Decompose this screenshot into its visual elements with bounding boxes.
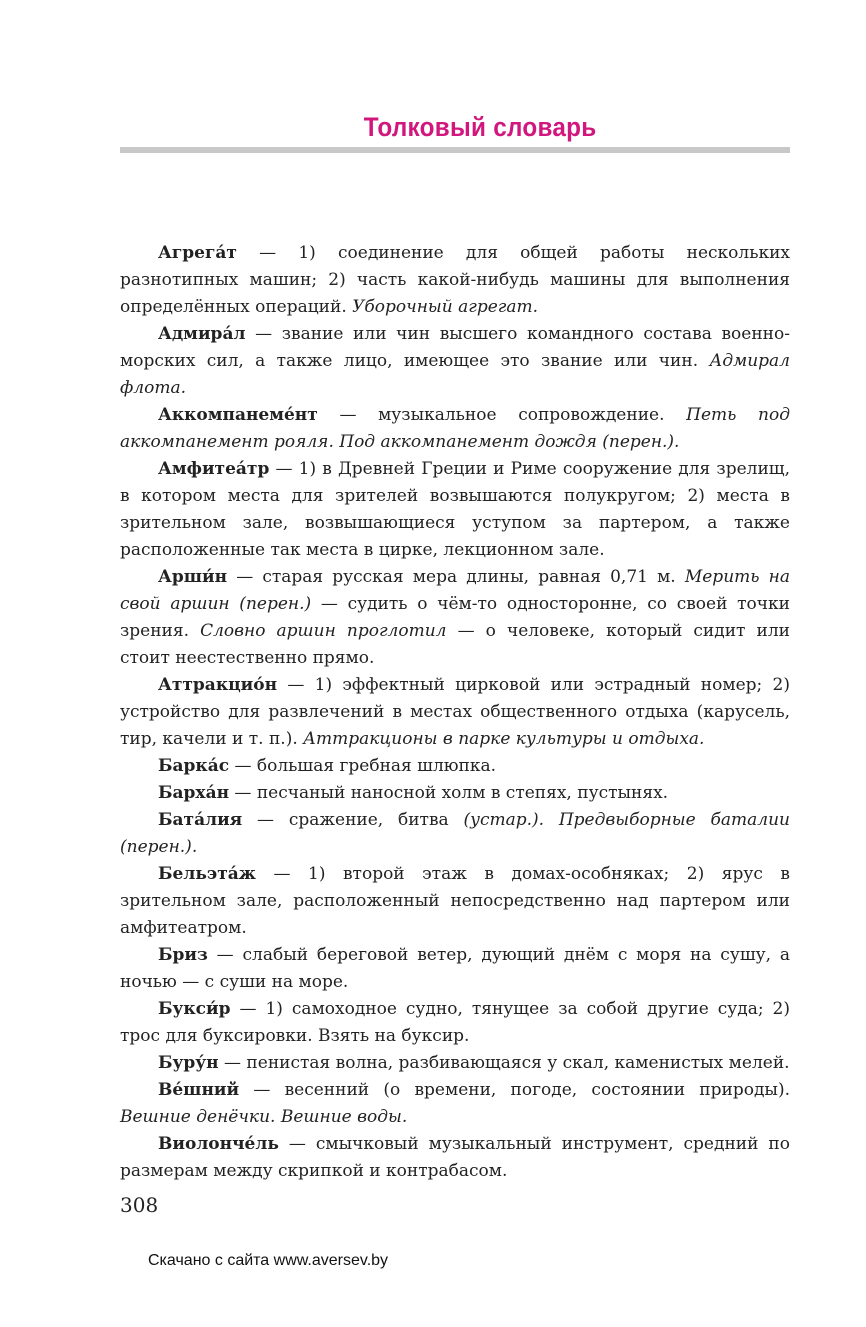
entry-barkas bbox=[120, 753, 790, 780]
entry-definition: — 1) второй этаж в домах-особняках; 2) ярус в зрительном зале, расположенный непосредственно над партером или амфитеатром. bbox=[120, 864, 790, 938]
entry-definition: — смычковый музыкальный инструмент, средний по размерам между скрипкой и контрабасом. bbox=[120, 1134, 790, 1181]
entry-burun bbox=[120, 1050, 790, 1077]
entry-example: Мерить на свой аршин (перен.) bbox=[120, 567, 790, 614]
page-title: Толковый словарь bbox=[363, 112, 597, 142]
entry-arshin bbox=[120, 564, 790, 672]
dictionary-entries bbox=[120, 240, 790, 1185]
entry-head: Арши́н bbox=[158, 567, 228, 587]
entry-head: Буру́н bbox=[158, 1053, 219, 1073]
entry-example: Адмирал флота. bbox=[120, 351, 790, 398]
entry-agregat bbox=[120, 240, 790, 321]
entry-definition: — 1) соединение для общей работы нескольких разнотипных машин; 2) часть какой-нибудь машины для выполнения определённых операций. bbox=[120, 243, 790, 317]
entry-barhan bbox=[120, 780, 790, 807]
entry-example: Вешние денёчки. Вешние воды. bbox=[120, 1107, 408, 1127]
entry-example: Уборочный агрегат. bbox=[352, 297, 539, 317]
entry-definition: — 1) самоходное судно, тянущее за собой другие суда; 2) трос для буксировки. Взять на буксир. bbox=[120, 999, 790, 1046]
entry-head: Барка́с bbox=[158, 756, 230, 776]
entry-definition: — 1) эффектный цирковой или эстрадный номер; 2) устройство для развлечений в местах общественного отдыха (карусель, тир, качели и т. п.). bbox=[120, 675, 790, 749]
entry-head: Барха́н bbox=[158, 783, 230, 803]
entry-head: Бриз bbox=[158, 945, 208, 965]
entry-definition: — песчаный наносной холм в степях, пустынях. bbox=[229, 783, 669, 803]
entry-definition: — звание или чин высшего командного состава военно-морских сил, а также лицо, имеющее это звание или чин. bbox=[120, 324, 790, 371]
entry-bataliya bbox=[120, 807, 790, 861]
entry-example: Петь под аккомпанемент рояля. Под аккомпанемент дождя (перен.). bbox=[120, 405, 791, 452]
entry-definition: — о человеке, который сидит или стоит неестественно прямо. bbox=[120, 621, 790, 668]
entry-head: Ве́шний bbox=[158, 1080, 240, 1100]
entry-example: Словно аршин проглотил bbox=[200, 621, 447, 641]
page-number: 308 bbox=[120, 1193, 159, 1217]
entry-violonchel bbox=[120, 1131, 790, 1185]
entry-beletazh bbox=[120, 861, 790, 942]
entry-definition: — старая русская мера длины, равная 0,71 м. bbox=[227, 567, 685, 587]
entry-briz bbox=[120, 942, 790, 996]
entry-head: Агрега́т bbox=[158, 243, 237, 263]
entry-admiral bbox=[120, 321, 790, 402]
entry-example: (устар.). Предвыборные баталии (перен.). bbox=[120, 810, 790, 857]
title-rule bbox=[120, 147, 790, 153]
entry-head: Букси́р bbox=[158, 999, 231, 1019]
entry-veshniy bbox=[120, 1077, 790, 1131]
entry-buksir bbox=[120, 996, 790, 1050]
entry-definition: — пенистая волна, разбивающаяся у скал, каменистых мелей. bbox=[218, 1053, 790, 1073]
entry-head: Бельэта́ж bbox=[158, 864, 256, 884]
entry-head: Адмира́л bbox=[158, 324, 246, 344]
entry-head: Бата́лия bbox=[158, 810, 243, 830]
entry-definition: — 1) в Древней Греции и Риме сооружение для зрелищ, в котором места для зрителей возвышаются полукругом; 2) места в зрительном зале, возвышающиеся уступом за партером, а также расположенные так места в цирке, лекционном зале. bbox=[120, 459, 790, 560]
entry-amfiteatr bbox=[120, 456, 790, 564]
entry-example: Аттракционы в парке культуры и отдыха. bbox=[303, 729, 705, 749]
entry-head: Виолонче́ль bbox=[158, 1134, 279, 1154]
entry-head: Аккомпанеме́нт bbox=[158, 405, 318, 425]
entry-definition: — большая гребная шлюпка. bbox=[229, 756, 497, 776]
entry-definition: — музыкальное сопровождение. bbox=[317, 405, 687, 425]
entry-attrakcion bbox=[120, 672, 790, 753]
entry-definition: — сражение, битва bbox=[242, 810, 464, 830]
entry-head: Аттракцио́н bbox=[158, 675, 278, 695]
entry-head: Амфитеа́тр bbox=[158, 459, 270, 479]
entry-definition: — судить о чём-то односторонне, со своей точки зрения. bbox=[120, 594, 790, 641]
source-footer: Скачано с сайта www.aversev.by bbox=[148, 1252, 389, 1269]
entry-definition: — слабый береговой ветер, дующий днём с моря на сушу, а ночью — с суши на море. bbox=[120, 945, 790, 992]
entry-akkompanement bbox=[120, 402, 790, 456]
entry-definition: — весенний (о времени, погоде, состоянии природы). bbox=[239, 1080, 790, 1100]
